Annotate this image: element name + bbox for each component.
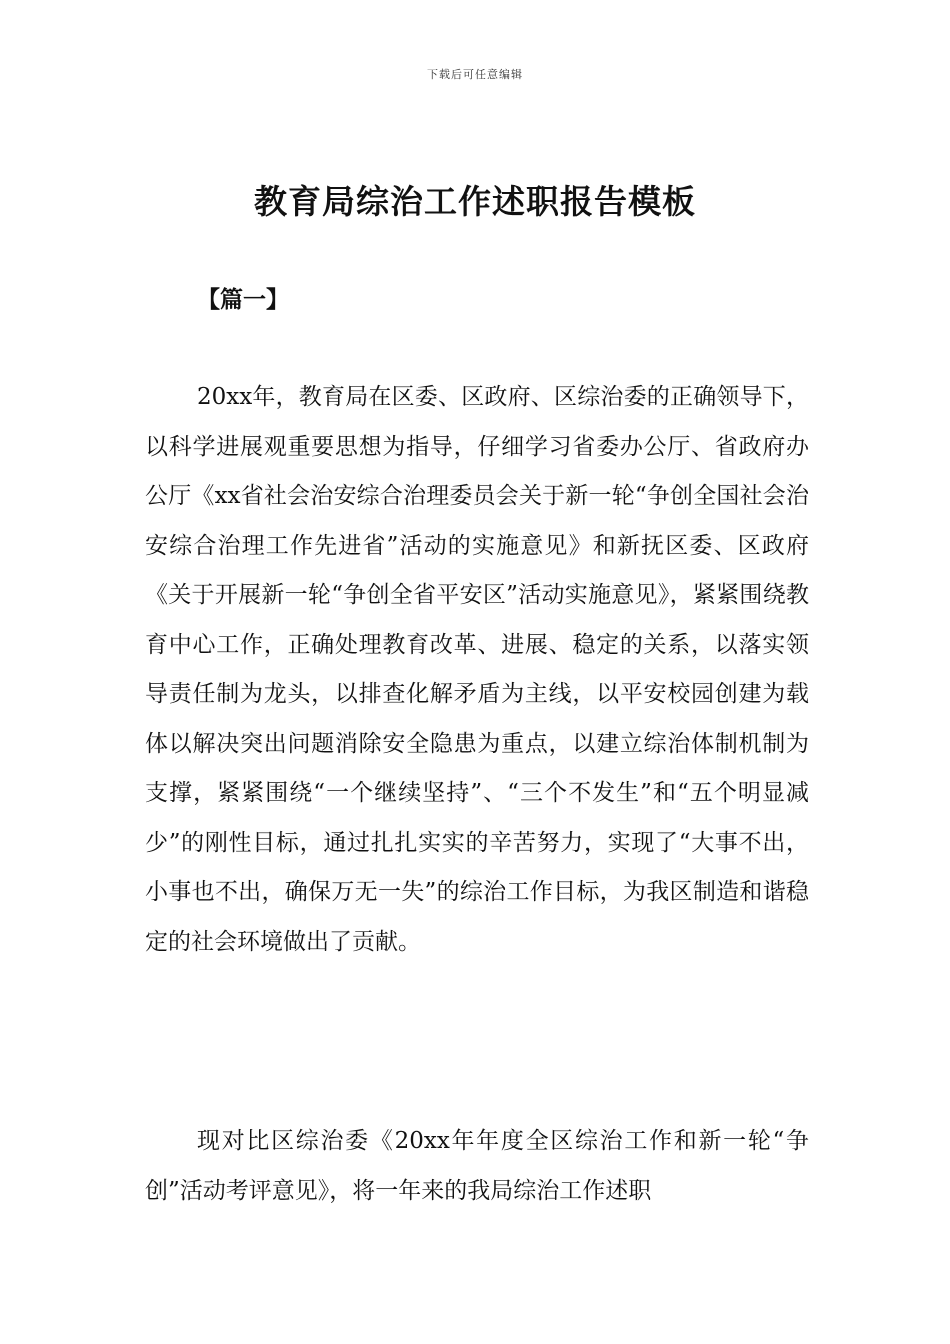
body-paragraph: 20xx年，教育局在区委、区政府、区综治委的正确领导下，以科学进展观重要思想为指导，仔细学习省委办公厅、省政府办公厅《xx省社会治安综合治理委员会关于新一轮“争创全国社会治安综合治理工作先进省”活动的实施意见》和新抚区委、区政府《关于开展新一轮“争创全省平安区”活动实施意见》，紧紧围绕教育中心工作，正确处理教育改革、进展、稳定的关系，以落实领导责任制为龙头，以排查化解矛盾为主线，以平安校园创建为载体以解决突出问题消除安全隐患为重点，以建立综治体制机制为支撑，紧紧围绕“一个继续坚持”、“三个不发生”和“五个明显减少”的刚性目标，通过扎扎实实的辛苦努力，实现了“大事不出，小事也不出，确保万无一失”的综治工作目标，为我区制造和谐稳定的社会环境做出了贡献。 xyxy=(145,384,809,955)
document-title: 教育局综治工作述职报告模板 xyxy=(254,182,696,221)
header-note: 下载后可任意编辑 xyxy=(427,68,523,81)
body-paragraph: 现对比区综治委《20xx年年度全区综治工作和新一轮“争创”活动考评意见》，将一年来的我局综治工作述职 xyxy=(145,1128,809,1204)
section-label: 【篇一】 xyxy=(197,287,289,313)
